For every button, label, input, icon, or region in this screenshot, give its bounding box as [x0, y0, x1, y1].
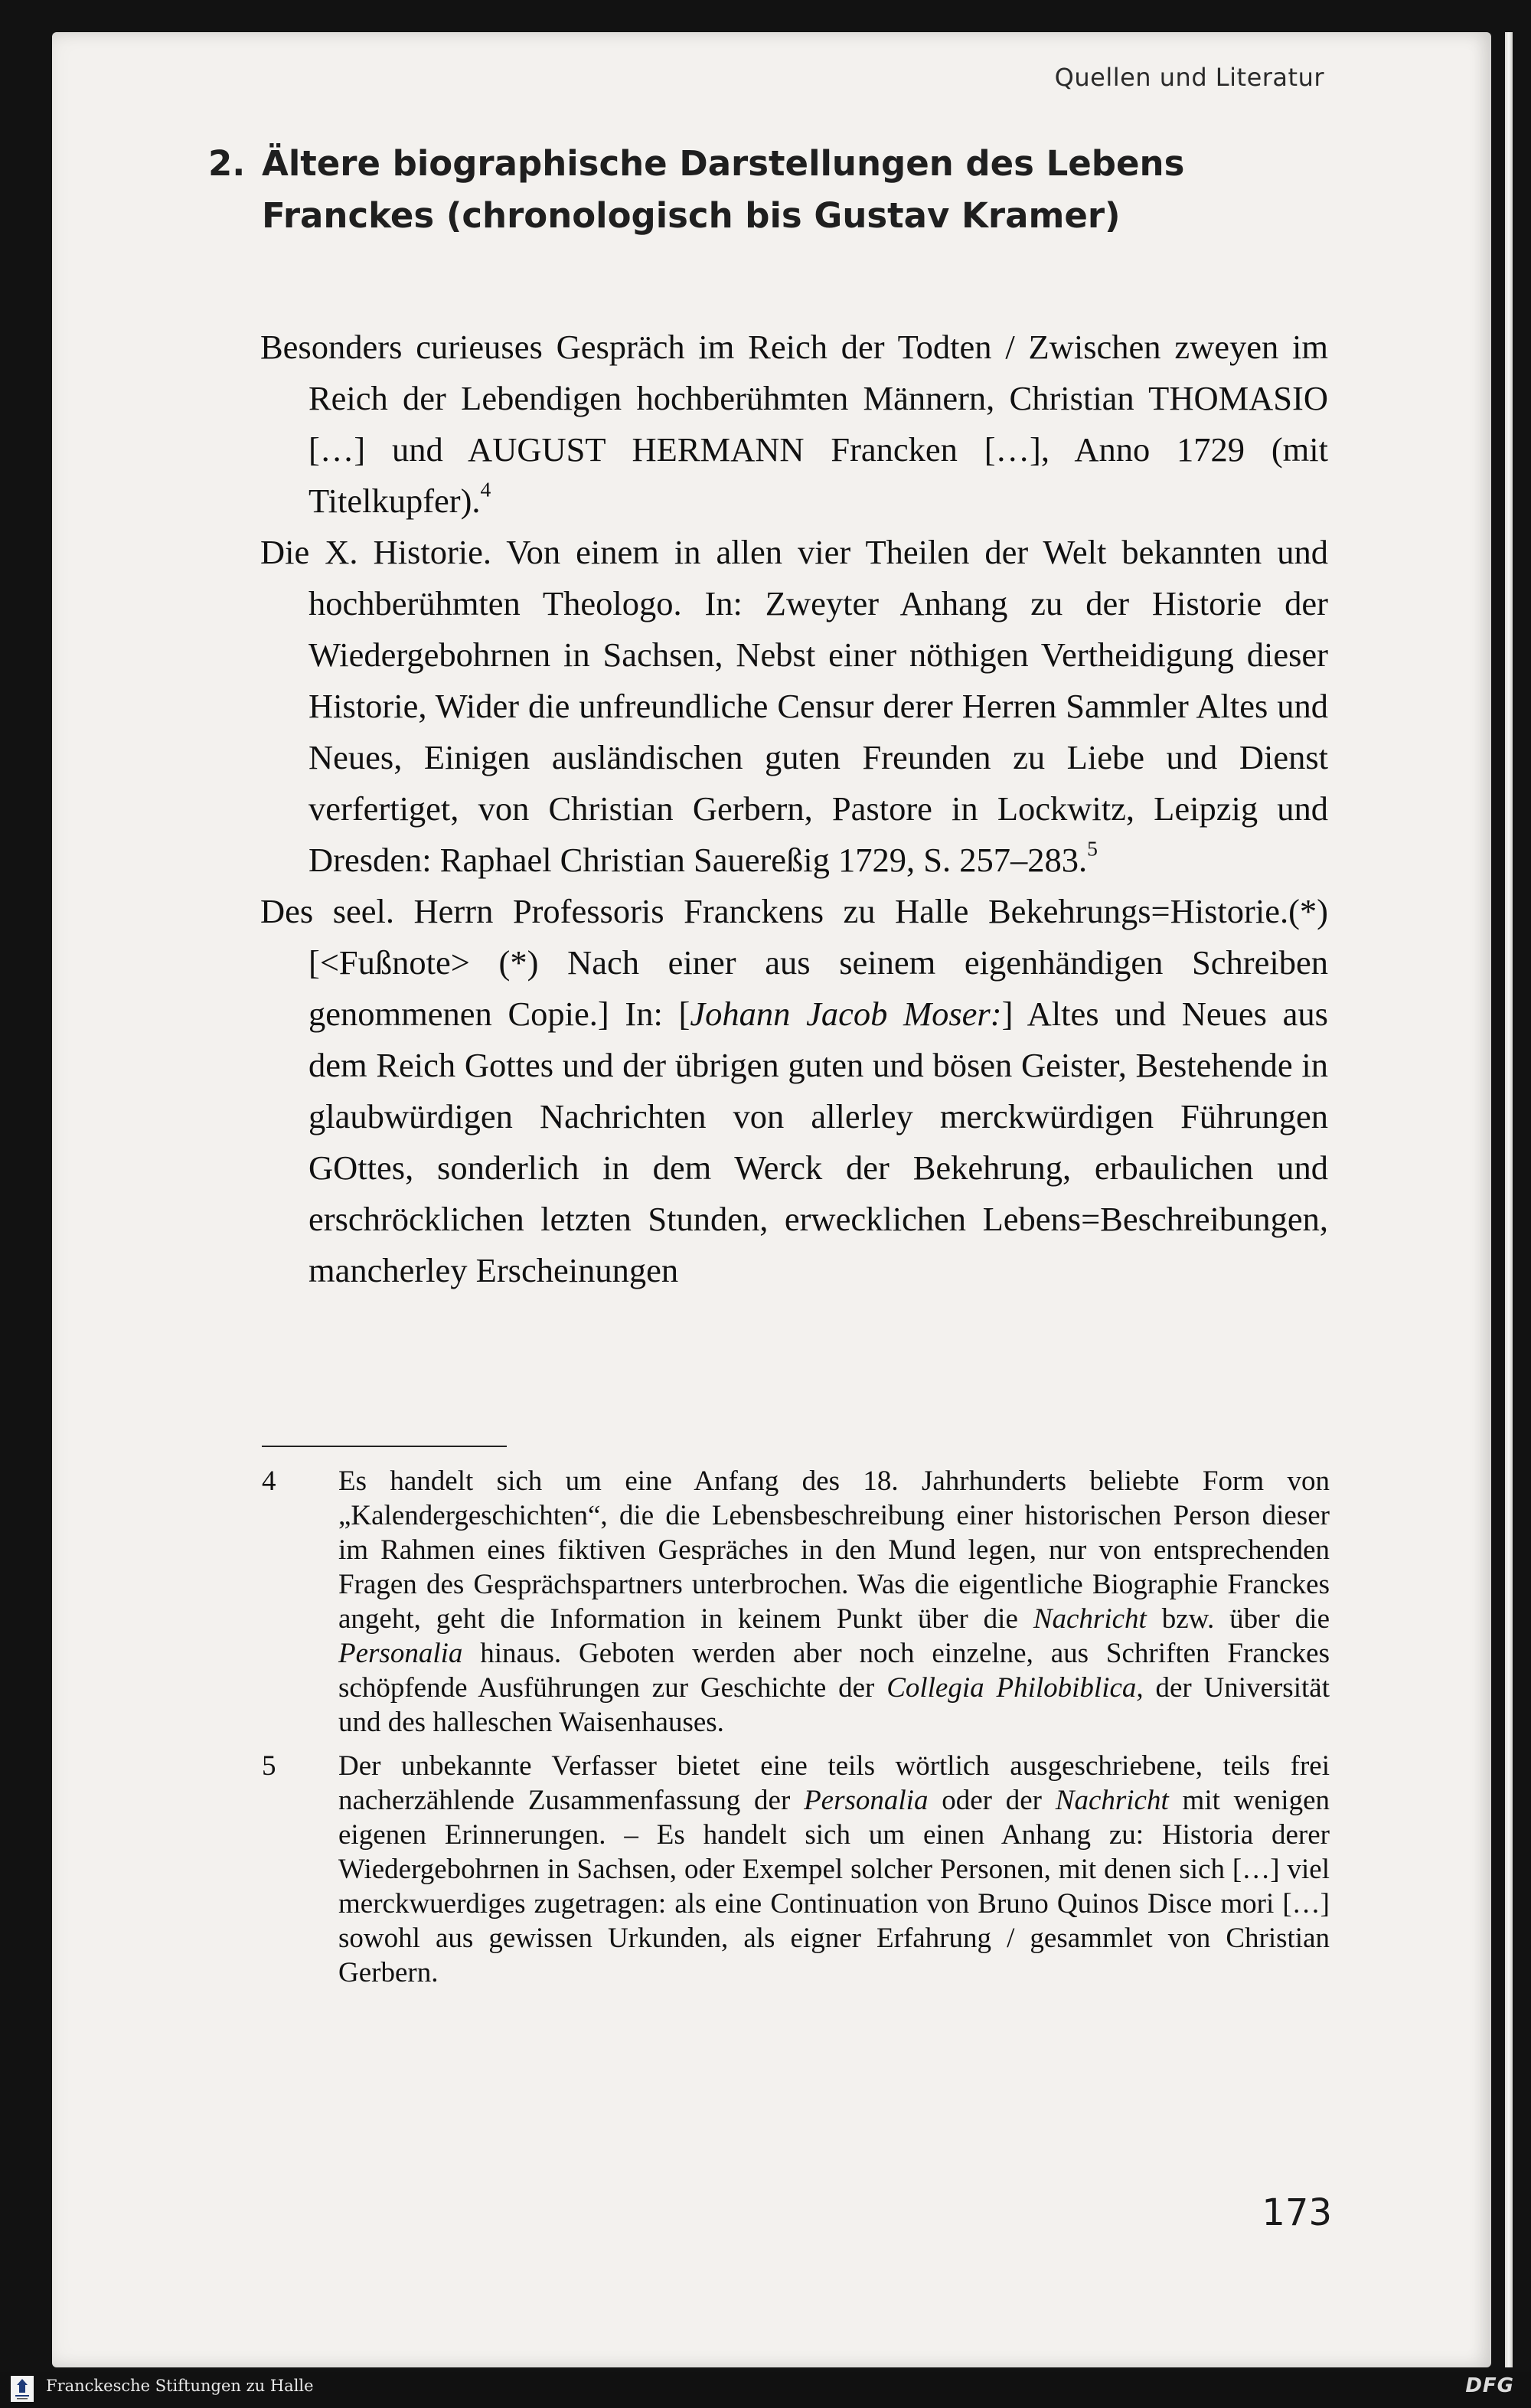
footnote-italic: Personalia	[338, 1638, 463, 1669]
page-number: 173	[1262, 2191, 1332, 2234]
footer-funder-logo: DFG	[1465, 2374, 1514, 2397]
bibliography-entry	[260, 527, 1328, 886]
bibliography-entry	[260, 322, 1328, 527]
footnote	[262, 1749, 1330, 1990]
footnote-number: 5	[262, 1750, 276, 1782]
footnote-italic: Personalia	[804, 1785, 929, 1816]
footnotes	[262, 1464, 1330, 1999]
institution-logo-icon	[11, 2376, 34, 2402]
bibliography-entry	[260, 886, 1328, 1296]
footnote-italic: Collegia Philobiblica,	[886, 1672, 1144, 1704]
heading-line-2: Franckes (chronologisch bis Gustav Kramer)	[262, 195, 1121, 236]
footnote-reference: 5	[1087, 836, 1098, 861]
footer-institution: Franckesche Stiftungen zu Halle	[46, 2377, 314, 2395]
footnote-text-part: mit wenigen eigenen Erinnerungen. – Es handelt sich um einen Anhang zu: Historia derer Wiedergebohrnen in Sachsen, oder Exempel solcher Personen, mit denen sich […] viel merckwuerdiges zugetragen: als eine Continuation von Bruno Quinos Disce mori […] sowohl aus gewissen Urkunden, als eigner Erfahrung / gesammlet von Christian Gerbern.	[338, 1785, 1330, 1988]
running-header: Quellen und Literatur	[1054, 63, 1324, 92]
footnote-number: 4	[262, 1465, 276, 1497]
entry-text: Des seel. Herrn Professoris Franckens zu Halle Bekehrungs=Historie.(*) [<Fußnote> (*) Nach einer aus seinem eigenhändigen Schreiben genommenen Copie.] In: [	[260, 892, 1328, 1033]
page-edge	[1505, 32, 1513, 2367]
section-number: 2.	[208, 143, 246, 184]
footnote-reference: 4	[480, 477, 491, 502]
footnote	[262, 1464, 1330, 1740]
footnote-text-part: Es handelt sich um eine Anfang des 18. Jahrhunderts beliebte Form von „Kalendergeschichten“, die die Lebensbeschreibung einer historischen Person dieser im Rahmen eines fiktiven Gespräches in den Mund legen, nur von entsprechenden Fragen des Gesprächspartners unterbrochen. Was die eigentliche Biographie Franckes angeht, geht die Information in keinem Punkt über die	[338, 1465, 1330, 1635]
footnote-italic: Nachricht	[1055, 1785, 1169, 1816]
footnote-text-part: der Universität und des halleschen Waisenhauses.	[338, 1672, 1330, 1738]
footnote-text	[338, 1464, 1330, 1740]
heading-line-1: Ältere biographische Darstellungen des Lebens	[262, 143, 1185, 184]
footnote-text-part: oder der	[928, 1785, 1056, 1816]
footnote-text-part: hinaus. Geboten werden aber noch einzelne, aus Schriften Franckes schöpfende Ausführungen zur Geschichte der	[338, 1638, 1330, 1704]
section-heading	[208, 138, 1295, 242]
entry-text: ] Altes und Neues aus dem Reich Gottes und der übrigen guten und bösen Geister, Bestehende in glaubwürdigen Nachrichten von allerley merckwürdigen Führungen GOttes, sonderlich in dem Werck der Bekehrung, erbaulichen und erschröcklichen letzten Stunden, erwecklichen Lebens=Beschreibungen, mancherley Erscheinungen	[308, 995, 1328, 1289]
footnote-text-part: Der unbekannte Verfasser bietet eine teils wörtlich ausgeschriebene, teils frei nacherzählende Zusammenfassung der	[338, 1750, 1330, 1816]
bibliography-list	[260, 322, 1328, 1296]
footnote-text	[338, 1749, 1330, 1990]
footnote-text-part: bzw. über die	[1146, 1603, 1330, 1635]
footnote-separator	[262, 1446, 507, 1447]
entry-text: Die X. Historie. Von einem in allen vier Theilen der Welt bekannten und hochberühmten Theologo. In: Zweyter Anhang zu der Historie der Wiedergebohrnen in Sachsen, Nebst einer nöthigen Vertheidigung dieser Historie, Wider die unfreundliche Censur derer Herren Sammler Altes und Neues, Einigen ausländischen guten Freunden zu Liebe und Dienst verfertiget, von Christian Gerbern, Pastore in Lockwitz, Leipzig und Dresden: Raphael Christian Sauereßig 1729, S. 257–283.	[260, 533, 1328, 879]
entry-author-italic: Johann Jacob Moser:	[690, 995, 1002, 1033]
footnote-italic: Nachricht	[1033, 1603, 1147, 1635]
entry-text: Besonders curieuses Gespräch im Reich der Todten / Zwischen zweyen im Reich der Lebendigen hochberühmten Männern, Christian THOMASIO […] und AUGUST HERMANN Francken […], Anno 1729 (mit Titelkupfer).	[260, 328, 1328, 520]
